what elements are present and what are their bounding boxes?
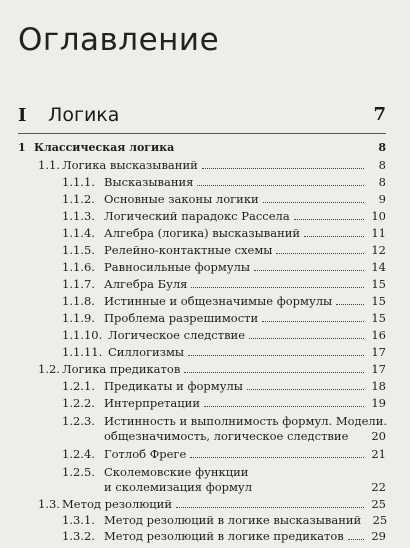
part-page: 7: [373, 104, 386, 125]
page-title: Оглавление: [18, 22, 220, 58]
subsection-number: 1.3.2.: [62, 529, 95, 543]
leader: [197, 184, 364, 186]
subsection-title: Метод резолюций в логике предикатов: [104, 529, 344, 543]
toc-subsection[interactable]: [62, 226, 386, 240]
subsection-page: 15: [371, 277, 386, 291]
toc-subsection[interactable]: [62, 345, 386, 359]
subsection-number: 1.1.11.: [62, 345, 103, 359]
toc-subsection[interactable]: [62, 447, 386, 461]
subsection-page: 15: [371, 311, 386, 325]
subsection-page: 9: [378, 192, 386, 206]
toc-subsection[interactable]: [62, 311, 386, 325]
subsection-page: 8: [378, 175, 386, 189]
subsection-number: 1.1.9.: [62, 311, 95, 325]
part-heading-text: [18, 104, 119, 126]
toc-subsection[interactable]: [62, 294, 386, 308]
toc-subsection[interactable]: [62, 396, 386, 410]
leader: [263, 201, 364, 203]
subsection-page: 17: [371, 345, 386, 359]
section-page: 8: [378, 158, 386, 172]
subsection-title-line2: и сколемизация формул: [104, 480, 252, 494]
toc-subsection[interactable]: [62, 192, 386, 206]
leader: [304, 235, 364, 237]
subsection-page: 29: [371, 529, 386, 543]
toc-section[interactable]: [38, 158, 386, 172]
subsection-title: Предикаты и формулы: [104, 379, 243, 393]
subsection-title-line2: общезначимость, логическое следствие: [104, 429, 349, 443]
subsection-title: Равносильные формулы: [104, 260, 251, 274]
toc-subsection[interactable]: [62, 175, 386, 189]
leader: [336, 303, 364, 305]
toc-subsection[interactable]: [62, 465, 386, 495]
chapter-page: 8: [378, 141, 386, 154]
section-number: 1.3.: [38, 497, 60, 511]
leader: [188, 354, 364, 356]
subsection-number: 1.3.1.: [62, 513, 95, 527]
subsection-title: Истинные и общезначимые формулы: [104, 294, 333, 308]
part-number: I: [18, 105, 27, 126]
leader: [190, 456, 364, 458]
subsection-number: 1.1.10.: [62, 328, 103, 342]
subsection-page: 16: [371, 328, 386, 342]
chapter-title: Классическая логика: [34, 141, 175, 154]
subsection-page: 14: [371, 260, 386, 274]
leader: [262, 320, 364, 322]
toc-subsection[interactable]: [62, 277, 386, 291]
subsection-number: 1.1.4.: [62, 226, 95, 240]
leader: [249, 337, 364, 339]
subsection-page: 22: [371, 480, 386, 494]
subsection-page: 12: [371, 243, 386, 257]
section-title: Логика высказываний: [62, 158, 198, 172]
toc-subsection[interactable]: [62, 260, 386, 274]
subsection-number: 1.1.1.: [62, 175, 95, 189]
toc-subsection[interactable]: [62, 529, 386, 543]
toc-subsection[interactable]: [62, 328, 386, 342]
subsection-page: 21: [371, 447, 386, 461]
subsection-title: Релейно-контактные схемы: [104, 243, 273, 257]
leader: [184, 371, 364, 373]
toc-section[interactable]: [38, 497, 386, 511]
leader: [294, 218, 364, 220]
toc-subsection[interactable]: [62, 513, 386, 527]
subsection-number: 1.2.5.: [62, 465, 95, 479]
section-title: Метод резолюций: [62, 497, 173, 511]
chapter-number: 1: [18, 141, 26, 154]
subsection-title-line1: Сколемовские функции: [104, 465, 249, 479]
leader: [191, 286, 364, 288]
toc-section[interactable]: [38, 362, 386, 376]
toc-subsection[interactable]: [62, 379, 386, 393]
leader: [204, 405, 364, 407]
subsection-page: 18: [371, 379, 386, 393]
part-title: Логика: [48, 104, 120, 126]
subsection-title-line1: Истинность и выполнимость формул. Модели.: [104, 414, 388, 428]
section-number: 1.1.: [38, 158, 60, 172]
subsection-page: 11: [371, 226, 386, 240]
subsection-title: Высказывания: [104, 175, 194, 189]
subsection-number: 1.2.3.: [62, 414, 95, 428]
subsection-title: Алгебра (логика) высказываний: [104, 226, 301, 240]
subsection-title: Интерпретации: [104, 396, 200, 410]
subsection-number: 1.1.2.: [62, 192, 95, 206]
section-title: Логика предикатов: [62, 362, 181, 376]
toc-subsection[interactable]: [62, 243, 386, 257]
subsection-title: Логический парадокс Рассела: [104, 209, 290, 223]
subsection-page: 15: [371, 294, 386, 308]
toc-chapter[interactable]: [18, 141, 386, 155]
subsection-number: 1.2.2.: [62, 396, 95, 410]
leader: [176, 506, 364, 508]
subsection-number: 1.1.5.: [62, 243, 95, 257]
subsection-number: 1.1.8.: [62, 294, 95, 308]
subsection-number: 1.2.4.: [62, 447, 95, 461]
subsection-page: 20: [371, 429, 386, 443]
subsection-title: Метод резолюций в логике высказываний: [104, 513, 362, 527]
section-number: 1.2.: [38, 362, 60, 376]
subsection-title: Готлоб Фреге: [104, 447, 187, 461]
toc-subsection[interactable]: [62, 209, 386, 223]
subsection-page: 25: [372, 513, 388, 527]
section-page: 25: [371, 497, 386, 511]
toc-subsection[interactable]: [62, 414, 386, 444]
leader: [202, 167, 364, 169]
subsection-number: 1.1.6.: [62, 260, 95, 274]
subsection-page: 10: [371, 209, 386, 223]
divider: [18, 133, 386, 134]
subsection-title: Алгебра Буля: [104, 277, 188, 291]
leader: [276, 252, 364, 254]
section-page: 17: [371, 362, 386, 376]
leader: [254, 269, 364, 271]
subsection-title: Основные законы логики: [104, 192, 259, 206]
subsection-title: Проблема разрешимости: [104, 311, 259, 325]
subsection-title: Логическое следствие: [108, 328, 246, 342]
part-heading[interactable]: [18, 104, 386, 126]
subsection-number: 1.1.3.: [62, 209, 95, 223]
leader: [247, 388, 364, 390]
leader: [178, 151, 364, 152]
leader: [348, 538, 364, 540]
subsection-page: 19: [371, 396, 386, 410]
subsection-number: 1.1.7.: [62, 277, 95, 291]
subsection-title: Силлогизмы: [108, 345, 185, 359]
subsection-number: 1.2.1.: [62, 379, 95, 393]
